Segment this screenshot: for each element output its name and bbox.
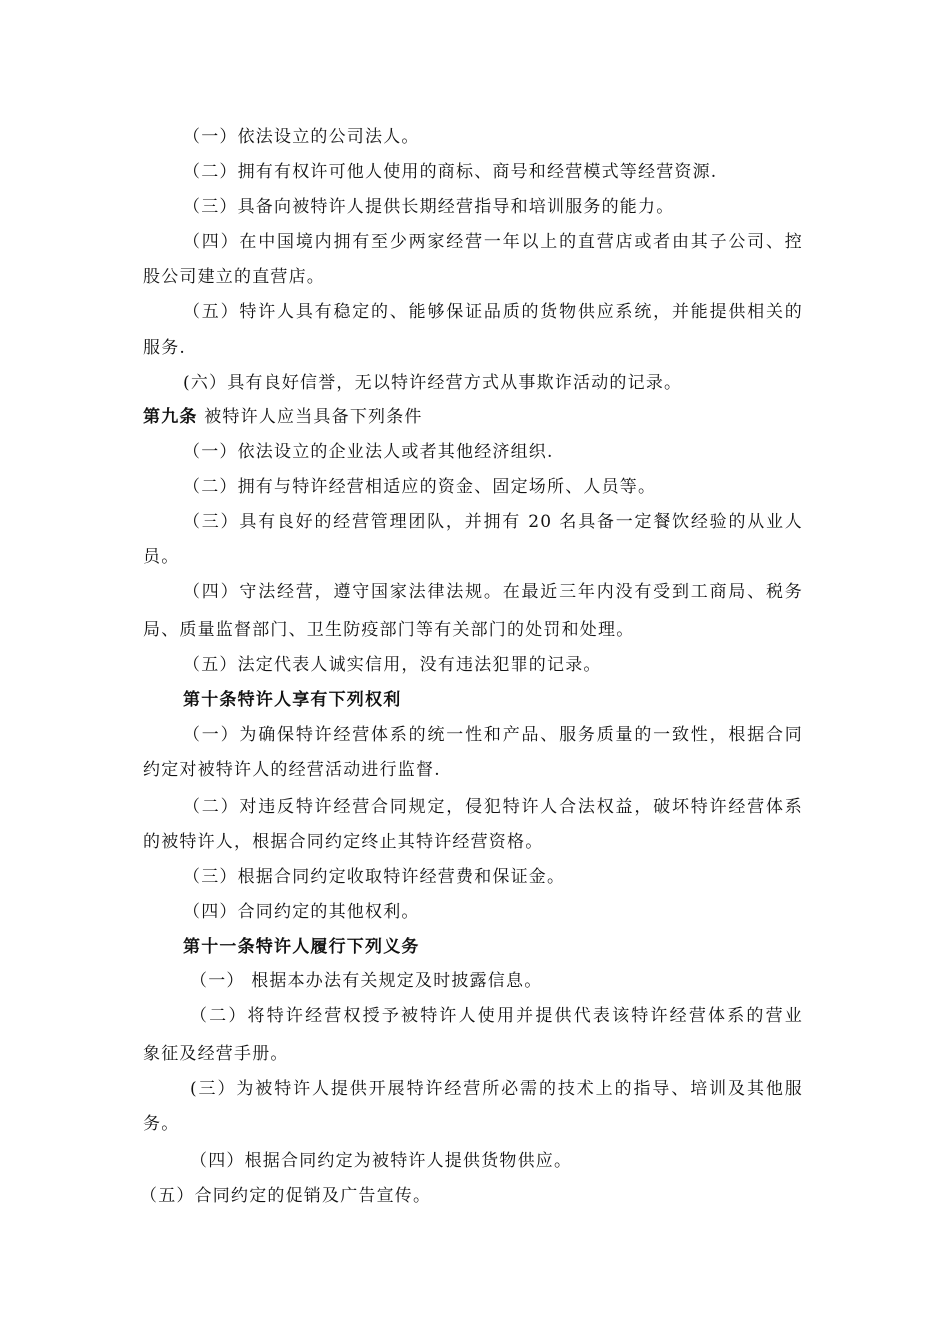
clause-10-item-3: （三）根据合同约定收取特许经营费和保证金。 [183,867,566,887]
clause-9-item-4-line-1: （四）守法经营，遵守国家法律法规。在最近三年内没有受到工商局、税务 [183,582,803,602]
clause-11-item-2-line-1: （二）将特许经营权授予被特许人使用并提供代表该特许经营体系的营业 [190,1006,803,1026]
clause-11-item-4: （四）根据合同约定为被特许人提供货物供应。 [190,1151,573,1171]
clause-11-item-5: （五）合同约定的促销及广告宣传。 [140,1186,432,1206]
clause-10-item-1-line-2: 约定对被特许人的经营活动进行监督. [143,760,441,780]
clause-9-item-2: （二）拥有与特许经营相适应的资金、固定场所、人员等。 [183,477,657,497]
clause-11-item-2-line-2: 象征及经营手册。 [143,1044,289,1064]
clause-8-item-5-line-2: 服务. [143,338,187,358]
clause-10-item-2-line-2: 的被特许人，根据合同约定终止其特许经营资格。 [143,832,544,852]
clause-8-item-3: （三）具备向被特许人提供长期经营指导和培训服务的能力。 [183,197,675,217]
clause-10-item-1-line-1: （一）为确保特许经营体系的统一性和产品、服务质量的一致性，根据合同 [183,725,803,745]
clause-8-item-4-line-2: 股公司建立的直营店。 [143,267,325,287]
clause-10-item-2-line-1: （二）对违反特许经营合同规定，侵犯特许人合法权益，破坏特许经营体系 [183,797,803,817]
clause-9-item-1: （一）依法设立的企业法人或者其他经济组织. [183,442,554,462]
article-9-number: 第九条 [143,407,198,427]
clause-8-item-2: （二）拥有有权许可他人使用的商标、商号和经营模式等经营资源. [183,162,718,182]
article-9-heading [143,406,423,428]
clause-11-item-3-line-2: 务。 [143,1114,180,1134]
clause-8-item-1: （一）依法设立的公司法人。 [183,127,420,147]
clause-11-item-1: （一） 根据本办法有关规定及时披露信息。 [190,971,543,991]
article-9-title: 被特许人应当具备下列条件 [204,407,423,427]
clause-8-item-6: (六）具有良好信誉，无以特许经营方式从事欺诈活动的记录。 [183,373,683,393]
clause-8-item-4-line-1: （四）在中国境内拥有至少两家经营一年以上的直营店或者由其子公司、控 [183,232,803,252]
clause-9-item-4-line-2: 局、质量监督部门、卫生防疫部门等有关部门的处罚和处理。 [143,620,635,640]
clause-11-item-3-line-1: (三）为被特许人提供开展特许经营所必需的技术上的指导、培训及其他服 [190,1079,803,1099]
article-11-heading: 第十一条特许人履行下列义务 [183,937,420,957]
clause-8-item-5-line-1: （五）特许人具有稳定的、能够保证品质的货物供应系统，并能提供相关的 [183,302,803,322]
clause-10-item-4: （四）合同约定的其他权利。 [183,902,420,922]
clause-9-item-3-line-1: （三）具有良好的经营管理团队，并拥有 20 名具备一定餐饮经验的从业人 [183,512,803,532]
article-10-heading: 第十条特许人享有下列权利 [183,690,402,710]
clause-9-item-5: （五）法定代表人诚实信用，没有违法犯罪的记录。 [183,655,602,675]
clause-9-item-3-line-2: 员。 [143,547,180,567]
